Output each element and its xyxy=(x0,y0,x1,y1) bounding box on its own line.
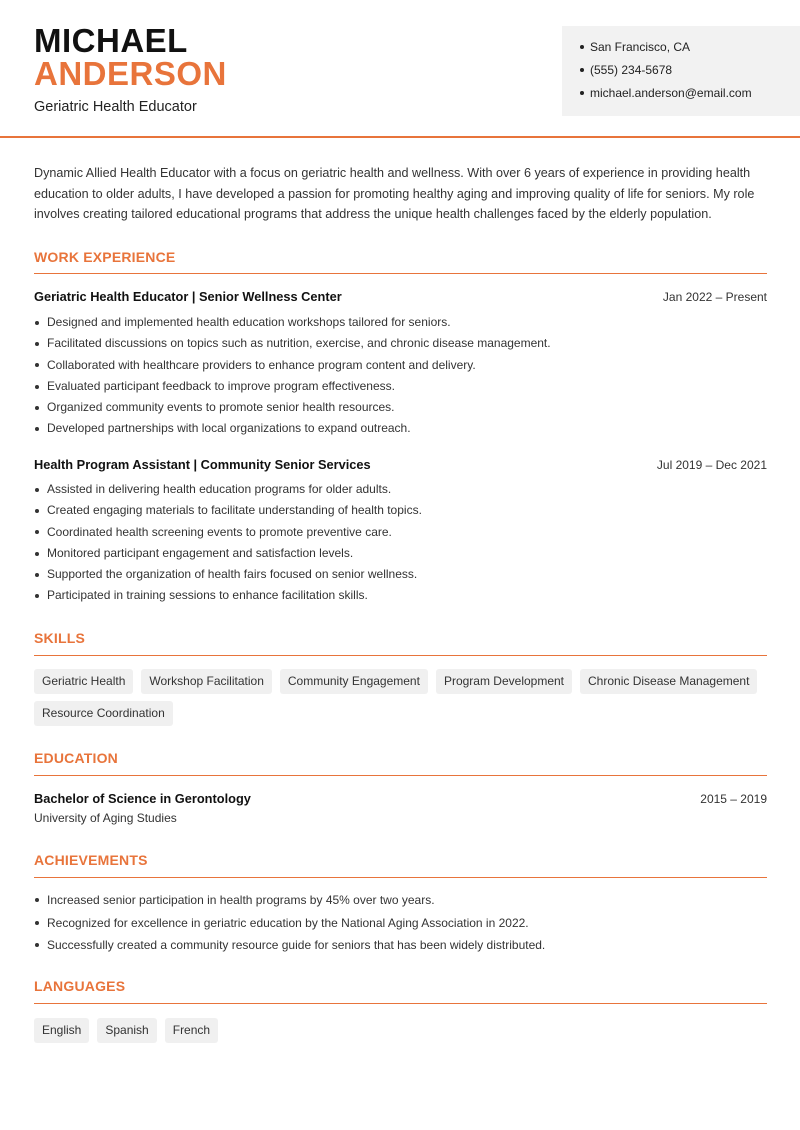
bullet-text: Coordinated health screening events to promote preventive care. xyxy=(47,524,392,539)
bullet-icon xyxy=(35,363,39,367)
bullet-text: Assisted in delivering health education programs for older adults. xyxy=(47,482,392,496)
language-tag: French xyxy=(165,1018,218,1043)
section-divider xyxy=(34,1003,767,1004)
job-role: Health Program Assistant | Community Senior Services xyxy=(34,457,371,472)
bullet-text: Facilitated discussions on topics such as nutrition, exercise, and chronic disease management. xyxy=(47,336,551,351)
skill-tag: Program Development xyxy=(436,669,572,694)
skills-row xyxy=(34,669,765,694)
skills-row xyxy=(34,701,181,726)
list-item xyxy=(34,543,767,564)
degree: Bachelor of Science in Gerontology xyxy=(34,791,251,806)
job-bullet-list xyxy=(34,312,767,440)
job-entry-header xyxy=(34,289,767,304)
skill-tag: Community Engagement xyxy=(280,669,428,694)
education-entry-header xyxy=(34,791,767,806)
achievement-text: Recognized for excellence in geriatric education by the National Aging Association in 2022. xyxy=(47,915,529,930)
profile-summary: Dynamic Allied Health Educator with a focus on geriatric health and wellness. With over 6 years of experience in providing health education to older adults, I have developed a passion for promoting healthy aging and improving quality of life for seniors. My role involves creating tailored educational programs that address the unique health challenges faced by the elderly population. xyxy=(34,166,755,222)
list-item xyxy=(34,376,767,397)
bullet-icon xyxy=(35,509,39,513)
job-title: Geriatric Health Educator xyxy=(34,99,197,115)
bullet-icon xyxy=(35,406,39,410)
job-entry-header xyxy=(34,457,767,472)
achievement-list xyxy=(34,889,767,957)
section-title-languages: LANGUAGES xyxy=(34,978,126,994)
phone-text: (555) 234-5678 xyxy=(590,63,673,77)
location-text: San Francisco, CA xyxy=(590,40,691,54)
bullet-text: Participated in training sessions to enhance facilitation skills. xyxy=(47,588,368,603)
list-item xyxy=(34,500,767,521)
section-title-achievements: ACHIEVEMENTS xyxy=(34,852,148,868)
achievement-text: Successfully created a community resource guide for seniors that has been widely distributed. xyxy=(47,938,546,952)
bullet-icon xyxy=(35,342,39,346)
skill-tag: Resource Coordination xyxy=(34,701,173,726)
bullet-text: Monitored participant engagement and satisfaction levels. xyxy=(47,545,354,560)
languages-row xyxy=(34,1018,226,1043)
bullet-icon xyxy=(580,68,584,72)
contact-email xyxy=(580,86,752,100)
bullet-icon xyxy=(35,898,39,902)
bullet-text: Created engaging materials to facilitate understanding of health topics. xyxy=(47,503,422,518)
list-item xyxy=(34,397,767,418)
section-title-skills: SKILLS xyxy=(34,630,85,646)
list-item xyxy=(34,912,767,935)
bullet-icon xyxy=(35,321,39,325)
list-item xyxy=(34,564,767,585)
list-item xyxy=(34,585,767,606)
school-name: University of Aging Studies xyxy=(34,811,177,825)
section-title-education: EDUCATION xyxy=(34,750,118,766)
list-item xyxy=(34,333,767,354)
skill-tag: Geriatric Health xyxy=(34,669,133,694)
language-tag: Spanish xyxy=(97,1018,156,1043)
email-text[interactable]: michael.anderson@email.com xyxy=(590,86,752,100)
bullet-icon xyxy=(35,552,39,556)
bullet-icon xyxy=(35,488,39,492)
bullet-icon xyxy=(35,921,39,925)
contact-phone xyxy=(580,63,672,77)
section-divider xyxy=(34,273,767,274)
bullet-text: Designed and implemented health education workshops tailored for seniors. xyxy=(47,315,451,329)
language-tag: English xyxy=(34,1018,89,1043)
bullet-icon xyxy=(35,594,39,598)
bullet-icon xyxy=(35,385,39,389)
job-bullet-list xyxy=(34,479,767,607)
bullet-icon xyxy=(580,45,584,49)
job-dates: Jul 2019 – Dec 2021 xyxy=(656,458,767,472)
list-item xyxy=(34,934,767,957)
section-divider xyxy=(34,655,767,656)
bullet-icon xyxy=(580,91,584,95)
last-name: ANDERSON xyxy=(34,55,227,92)
bullet-icon xyxy=(35,427,39,431)
list-item xyxy=(34,889,767,912)
list-item xyxy=(34,355,767,376)
achievement-text: Increased senior participation in health programs by 45% over two years. xyxy=(47,893,435,907)
bullet-text: Evaluated participant feedback to improve program effectiveness. xyxy=(47,378,395,393)
section-divider xyxy=(34,775,767,776)
list-item xyxy=(34,312,767,333)
bullet-icon xyxy=(35,943,39,947)
resume-header xyxy=(0,0,800,138)
bullet-text: Supported the organization of health fairs focused on senior wellness. xyxy=(47,567,418,582)
section-divider xyxy=(34,877,767,878)
bullet-icon xyxy=(35,530,39,534)
list-item xyxy=(34,418,767,439)
skill-tag: Chronic Disease Management xyxy=(580,669,757,694)
first-name: MICHAEL xyxy=(34,22,188,59)
education-dates: 2015 – 2019 xyxy=(700,792,767,806)
job-dates: Jan 2022 – Present xyxy=(662,290,767,304)
contact-box xyxy=(562,26,800,116)
list-item xyxy=(34,479,767,500)
list-item xyxy=(34,522,767,543)
section-title-work: WORK EXPERIENCE xyxy=(34,249,176,265)
bullet-text: Collaborated with healthcare providers to enhance program content and delivery. xyxy=(47,357,476,372)
skill-tag: Workshop Facilitation xyxy=(141,669,272,694)
contact-location xyxy=(580,40,690,54)
job-role: Geriatric Health Educator | Senior Wellness Center xyxy=(34,289,342,304)
bullet-text: Developed partnerships with local organizations to expand outreach. xyxy=(47,421,411,436)
bullet-text: Organized community events to promote senior health resources. xyxy=(47,400,395,415)
bullet-icon xyxy=(35,573,39,577)
